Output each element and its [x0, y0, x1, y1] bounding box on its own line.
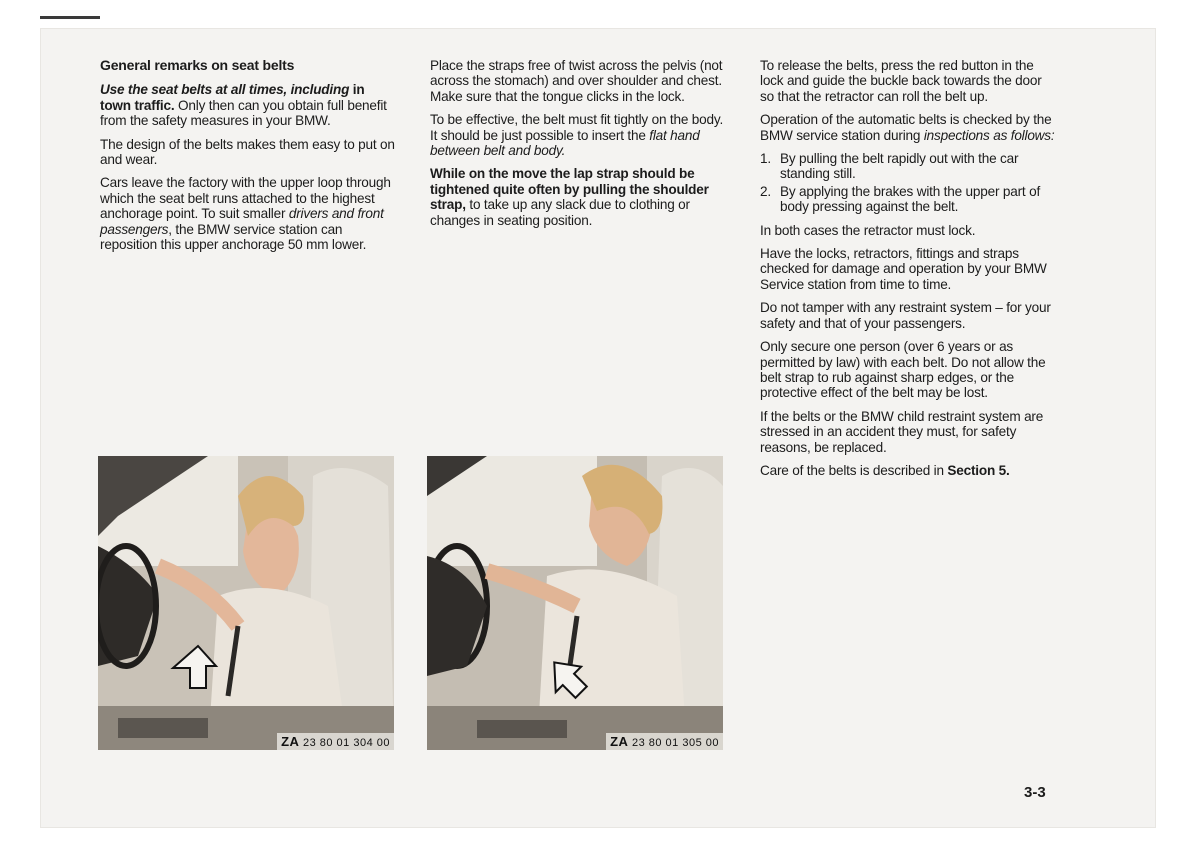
column-2	[430, 58, 726, 236]
photo-tightening-belt	[427, 456, 723, 750]
list-item: 2. By applying the brakes with the upper part of body pressing against the belt.	[760, 183, 1041, 215]
paragraph-checks: Have the locks, retractors, fittings and straps checked for damage and operation by your BMW Service station from time to time.	[760, 246, 1047, 292]
section-heading: General remarks on seat belts	[100, 57, 295, 73]
paragraph-tamper: Do not tamper with any restraint system – for your safety and that of your passengers.	[760, 300, 1051, 331]
paragraph-use-belts: Use the seat belts at all times, including in town traffic. Only then can you obtain full benefit from the safety measures in your BMW.	[100, 82, 387, 129]
photo-reference-code: ZA 23 80 01 305 00	[606, 733, 723, 750]
photo-fastening-belt	[98, 456, 394, 750]
paragraph-tighten: While on the move the lap strap should be tightened quite often by pulling the shoulder strap, to take up any slack due to clothing or changes in seating position.	[430, 166, 709, 228]
inspection-steps	[760, 151, 1056, 215]
paragraph-one-person: Only secure one person (over 6 years or as permitted by law) with each belt. Do not allow the belt strap to rub against sharp edges, or the protective effect of the belt may be lost.	[760, 339, 1046, 401]
paragraph-care: Care of the belts is described in Section 5.	[760, 462, 1010, 478]
paragraph-release: To release the belts, press the red button in the lock and guide the buckle back towards the door so that the retractor can roll the belt up.	[760, 58, 1042, 104]
list-item: 1. By pulling the belt rapidly out with the car standing still.	[760, 151, 1019, 182]
paragraph-operation: Operation of the automatic belts is checked by the BMW service station during inspections as follows:	[760, 112, 1055, 143]
paragraph-straps: Place the straps free of twist across the pelvis (not across the stomach) and over shoulder and chest. Make sure that the tongue clicks in the lock.	[430, 58, 723, 104]
photo-illustration	[98, 456, 394, 750]
paragraph-accident: If the belts or the BMW child restraint system are stressed in an accident they must, for safety reasons, be replaced.	[760, 408, 1044, 455]
paragraph-retractor: In both cases the retractor must lock.	[760, 222, 976, 238]
column-1	[100, 58, 396, 260]
scan-edge-mark	[40, 16, 100, 19]
paragraph-fit: To be effective, the belt must fit tightly on the body. It should be just possible to insert the flat hand between belt and body.	[430, 112, 724, 159]
paragraph-anchorage: Cars leave the factory with the upper loop through which the seat belt runs attached to the highest anchorage point. To suit smaller drivers and front passengers, the BMW service station can reposition this upper anchorage 50 mm lower.	[100, 175, 391, 253]
paragraph-design: The design of the belts makes them easy to put on and wear.	[100, 136, 395, 168]
photo-reference-code: ZA 23 80 01 304 00	[277, 733, 394, 750]
photo-illustration	[427, 456, 723, 750]
column-3	[760, 58, 1056, 486]
page-number: 3-3	[1024, 784, 1046, 801]
